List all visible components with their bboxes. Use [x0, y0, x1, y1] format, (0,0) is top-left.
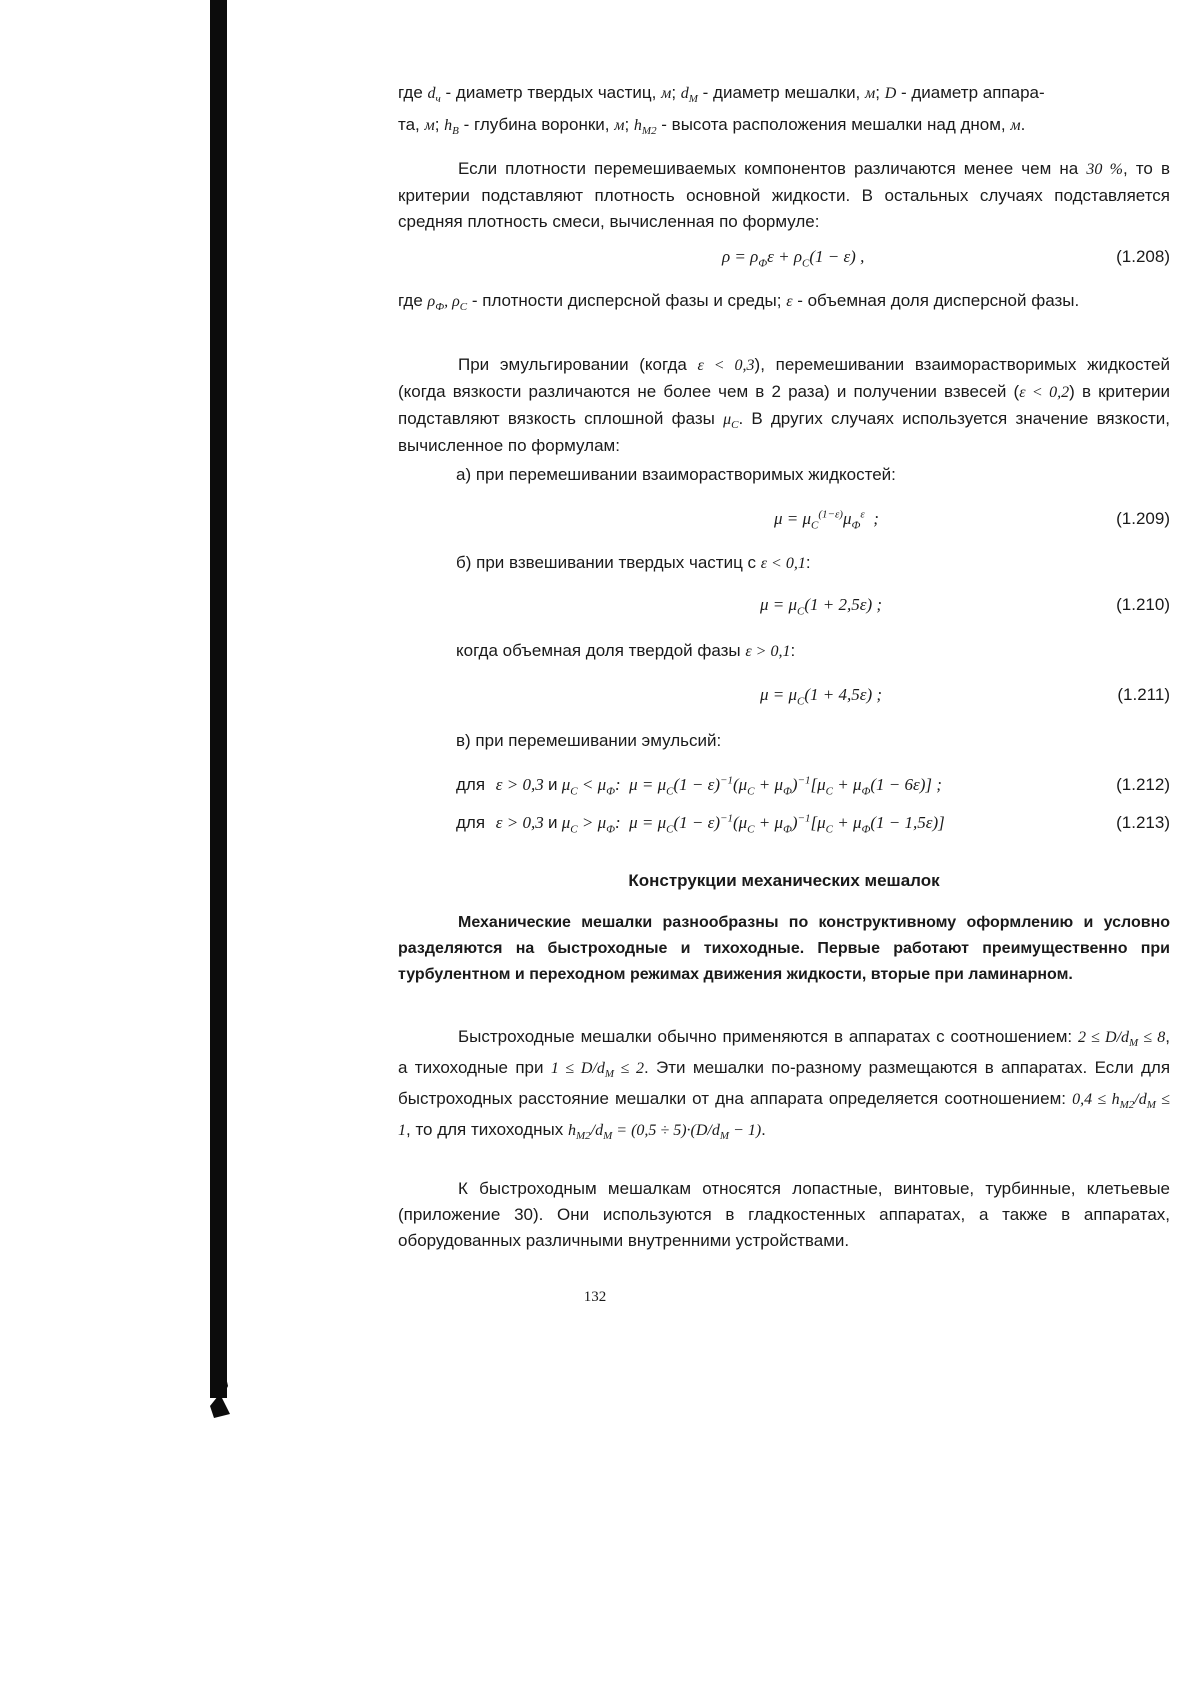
- paragraph-viscosity: При эмульгировании (когда ε < 0,3), перемешивании взаиморастворимых жидкостей (когда вязкости различаются не более чем в 2 раза) и получении взвесей (ε < 0,2) в критерии подставляют вязкость сплошной фазы $\mu_С$. В других случаях используется значение вязкости, вычисленное по формулам:: [398, 355, 1171, 455]
- paragraph-mixers-intro: Механические мешалки разнообразны по конструктивному оформлению и условно разделяются на быстроходные и тихоходные. Первые работают преимущественно при турбулентном и переходном режимах движения жидкости, вторые при ламинарном.: [398, 914, 1170, 983]
- case-c-label: в) при перемешивании эмульсий:: [456, 731, 722, 750]
- paragraph-density-definitions: где $\rho_Ф$, $\rho_С$ - плотности дисперсной фазы и среды; ε - объемная доля дисперсной фазы.: [398, 291, 1080, 314]
- equation-1208: $\rho = \rho_Ф\varepsilon + \rho_С(1 - \varepsilon)$ ,: [722, 247, 865, 270]
- paragraph-mixer-ratios: Быстроходные мешалки обычно применяются в аппаратах с соотношением: $2 \le D/d_М \le 8$, а тихоходные при $1 \le D/d_М \le 2$. Эти мешалки по-разному размещаются в аппаратах. Если для быстроходных расстояние мешалки от дна аппарата определяется соотношением: $0,4 \le h_{М2}/d_М \le 1$, то для тихоходных $h_{М2}/d_М = (0,5 \div 5)\cdot(D/d_М - 1)$.: [398, 1027, 1171, 1143]
- paragraph-density: Если плотности перемешиваемых компонентов различаются менее чем на 30 %, то в критерии подставляют плотность основной жидкости. В остальных случаях подставляется средняя плотность смеси, вычисленная по формуле:: [398, 159, 1170, 231]
- equation-1210: $\mu = \mu_С(1 + 2,5\varepsilon)$ ;: [760, 595, 883, 618]
- equation-1213-prefix: для: [456, 813, 486, 832]
- case-a-label: а) при перемешивании взаиморастворимых жидкостей:: [456, 465, 896, 484]
- section-title: Конструкции механических мешалок: [628, 871, 940, 890]
- case-b-label: б) при взвешивании твердых частиц с ε < 0,1:: [456, 553, 811, 572]
- binding-curl: [208, 1368, 232, 1420]
- equation-number-1209: (1.209): [1116, 509, 1170, 528]
- equation-number-1210: (1.210): [1116, 595, 1170, 614]
- equation-1213: ε > 0,3 и $\mu_С > \mu_Ф$: $\mu = \mu_С(1 - \varepsilon)^{-1}(\mu_С + \mu_Ф)^{-1}[\mu_С + \mu_Ф(1 - 1,5\varepsilon)]$: [495, 812, 945, 836]
- equation-number-1211: (1.211): [1117, 685, 1170, 704]
- equation-1213-line: [456, 810, 945, 836]
- paragraph-fast-mixers: К быстроходным мешалкам относятся лопастные, винтовые, турбинные, клетьевые (приложение 30). Они используются в гладкостенных аппаратах, а также в аппаратах, оборудованных различными внутренними устройствами.: [398, 1179, 1170, 1250]
- equation-number-1208: (1.208): [1116, 247, 1170, 266]
- case-b2-label: когда объемная доля твердой фазы ε > 0,1:: [456, 641, 796, 660]
- equation-1212-line: [456, 772, 942, 798]
- equation-1212-prefix: для: [456, 775, 486, 794]
- page-number: 132: [583, 1289, 607, 1305]
- equation-1212: ε > 0,3 и $\mu_С < \mu_Ф$: $\mu = \mu_С(1 - \varepsilon)^{-1}(\mu_С + \mu_Ф)^{-1}[\mu_С + \mu_Ф(1 - 6\varepsilon)]$ ;: [495, 774, 942, 798]
- equation-1209: $\mu = \mu_С^{(1-\varepsilon)}\mu_Ф^\varepsilon$ ;: [774, 508, 879, 532]
- binding-shadow: [210, 0, 227, 1398]
- p1-line2: та, м; $h_В$ - глубина воронки, м; $h_{М2}$ - высота расположения мешалки над дном, м.: [398, 115, 1026, 138]
- equation-number-1213: (1.213): [1116, 813, 1170, 832]
- equation-1211: $\mu = \mu_С(1 + 4,5\varepsilon)$ ;: [760, 685, 883, 708]
- p1-line1: где $d_ч$ - диаметр твердых частиц, м; $d_М$ - диаметр мешалки, м; D - диаметр аппара-: [398, 83, 1045, 106]
- equation-number-1212: (1.212): [1116, 775, 1170, 794]
